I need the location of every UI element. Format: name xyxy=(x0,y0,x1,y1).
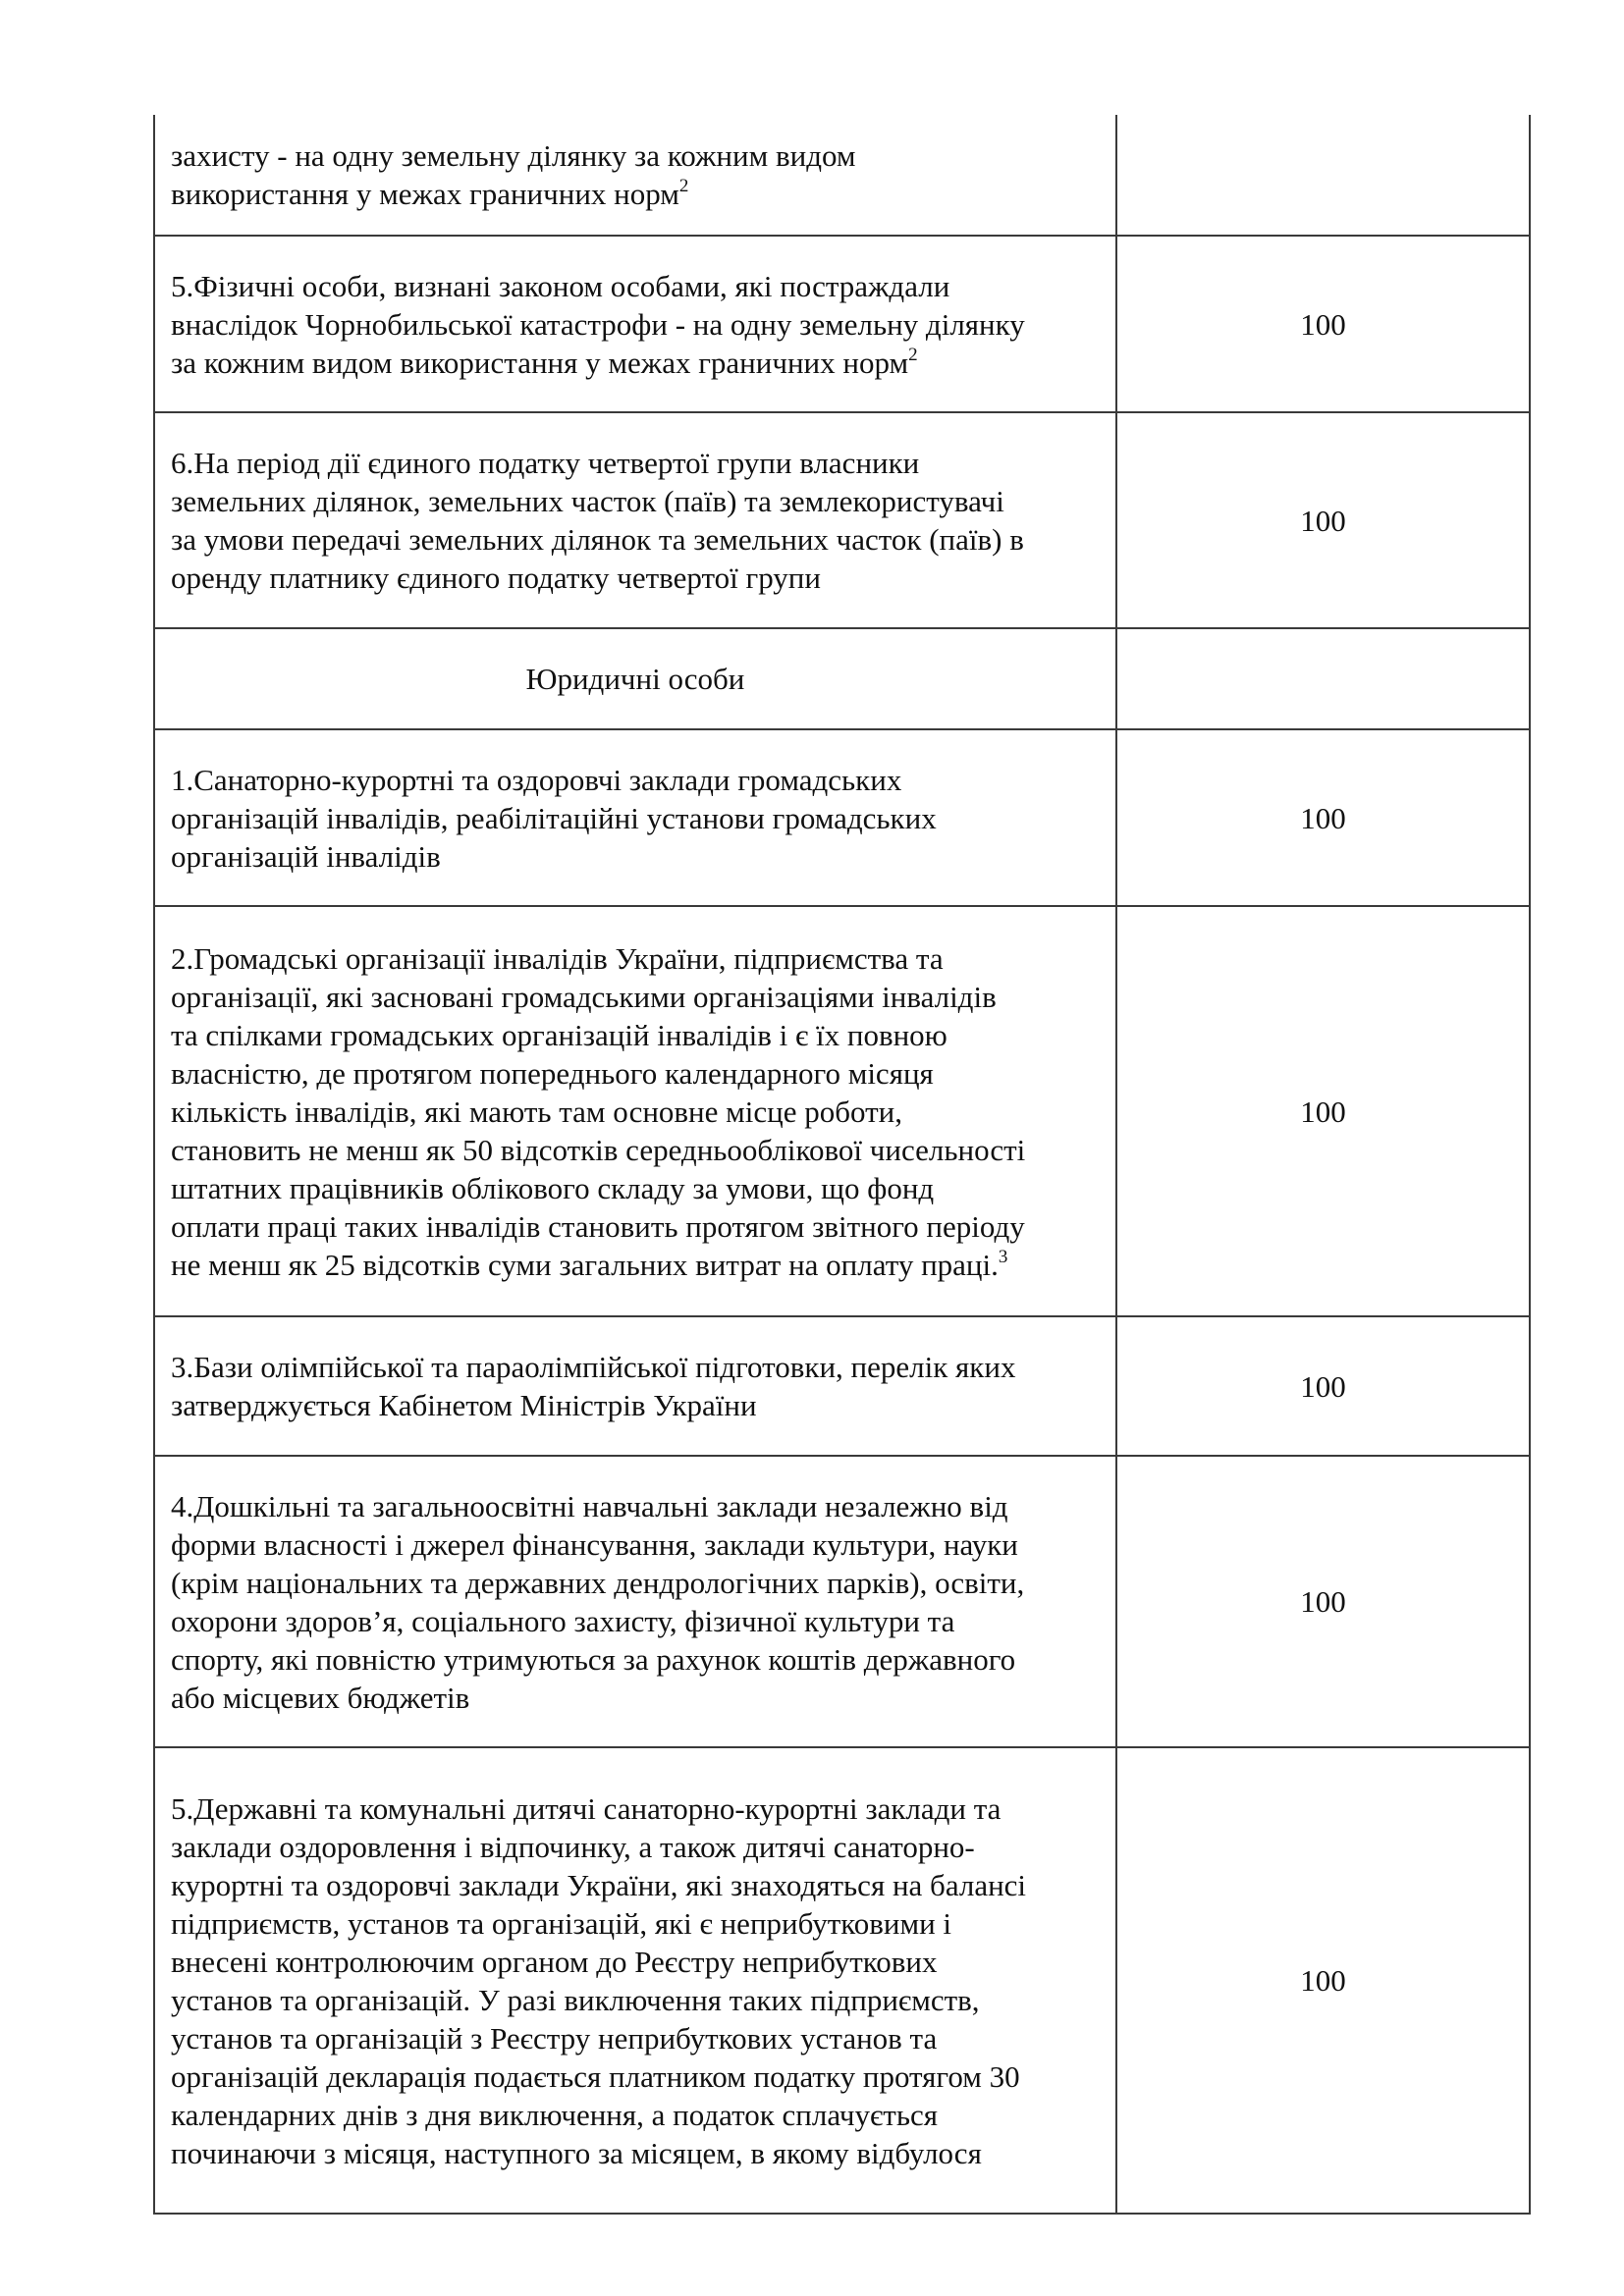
description-line: охорони здоров’я, соціального захисту, фізичної культури та xyxy=(171,1603,955,1638)
description-line xyxy=(171,175,1100,213)
description-line: штатних працівників облікового складу за умови, що фонд xyxy=(171,1170,935,1205)
description-line: установ та організацій з Реєстру неприбуткових установ та xyxy=(171,2020,938,2056)
tax-benefits-table xyxy=(153,115,1531,2215)
benefit-rate-percent: 100 xyxy=(1116,412,1530,628)
table-row xyxy=(154,1456,1530,1747)
benefit-description xyxy=(154,236,1116,412)
description-line: 3.Бази олімпійської та параолімпійської підготовки, перелік яких xyxy=(171,1350,1016,1384)
benefit-description xyxy=(154,1316,1116,1456)
benefit-rate-percent: 100 xyxy=(1116,236,1530,412)
description-line: 2.Громадські організації інвалідів України, підприємства та xyxy=(171,940,944,976)
description-line: спорту, які повністю утримуються за рахунок коштів державного xyxy=(171,1641,1016,1677)
description-line-text: за кожним видом використання у межах граничних норм xyxy=(171,345,909,380)
description-line: організації, які засновані громадськими організаціями інвалідів xyxy=(171,979,997,1014)
benefit-rate-percent xyxy=(1116,115,1530,236)
description-line: кількість інвалідів, які мають там основне місце роботи, xyxy=(171,1094,902,1129)
description-line xyxy=(171,344,1100,382)
benefit-rate-percent: 100 xyxy=(1116,729,1530,906)
description-line: становить не менш як 50 відсотків середньооблікової чисельності xyxy=(171,1132,1026,1167)
description-line: 5.Фізичні особи, визнані законом особами, які постраждали xyxy=(171,268,950,303)
description-line: заклади оздоровлення і відпочинку, а також дитячі санаторно- xyxy=(171,1829,975,1864)
description-line: внесені контролюючим органом до Реєстру неприбуткових xyxy=(171,1944,938,1979)
description-line: організацій інвалідів xyxy=(171,838,441,874)
benefit-rate-percent: 100 xyxy=(1116,1316,1530,1456)
table-row xyxy=(154,729,1530,906)
table-row xyxy=(154,906,1530,1316)
description-line: календарних днів з дня виключення, а податок сплачується xyxy=(171,2097,938,2132)
description-line: власністю, де протягом попереднього календарного місяця xyxy=(171,1055,934,1091)
description-line: 6.На період дії єдиного податку четвертої групи власники xyxy=(171,446,920,480)
description-line: 5.Державні та комунальні дитячі санаторно-курортні заклади та xyxy=(171,1790,1001,1826)
description-line: затверджується Кабінетом Міністрів України xyxy=(171,1388,757,1422)
description-line: організацій інвалідів, реабілітаційні установи громадських xyxy=(171,800,937,835)
benefit-description xyxy=(154,906,1116,1316)
benefit-description xyxy=(154,1456,1116,1747)
description-line: (крім національних та державних дендрологічних парків), освіти, xyxy=(171,1565,1025,1600)
table-body xyxy=(154,115,1530,2214)
description-line: за умови передачі земельних ділянок та земельних часток (паїв) в xyxy=(171,522,1024,557)
benefit-description xyxy=(154,115,1116,236)
description-line: організацій декларація подається платником податку протягом 30 xyxy=(171,2058,1020,2094)
benefit-rate-percent xyxy=(1116,628,1530,729)
footnote-marker: 2 xyxy=(678,176,689,196)
description-line: 1.Санаторно-курортні та оздоровчі заклади громадських xyxy=(171,762,902,797)
benefit-rate-percent: 100 xyxy=(1116,906,1530,1316)
footnote-marker: 3 xyxy=(998,1246,1008,1267)
description-line: земельних ділянок, земельних часток (паїв) та землекористувачі xyxy=(171,484,1004,518)
description-line xyxy=(171,1246,1100,1284)
benefit-rate-percent: 100 xyxy=(1116,1747,1530,2214)
description-line: та спілками громадських організацій інвалідів і є їх повною xyxy=(171,1017,947,1052)
description-line-text: використання у межах граничних норм xyxy=(171,177,679,211)
description-line: Юридичні особи xyxy=(525,662,745,696)
benefit-rate-percent: 100 xyxy=(1116,1456,1530,1747)
description-line: підприємств, установ та організацій, які є неприбутковими і xyxy=(171,1905,952,1941)
description-line: установ та організацій. У разі виключення таких підприємств, xyxy=(171,1982,980,2017)
table-row xyxy=(154,115,1530,236)
description-line: починаючи з місяця, наступного за місяцем, в якому відбулося xyxy=(171,2135,982,2170)
benefit-description xyxy=(154,729,1116,906)
description-line: курортні та оздоровчі заклади України, які знаходяться на балансі xyxy=(171,1867,1027,1902)
benefit-description xyxy=(154,412,1116,628)
table-row xyxy=(154,1747,1530,2214)
section-title xyxy=(154,628,1116,729)
description-line: форми власності і джерел фінансування, заклади культури, науки xyxy=(171,1526,1018,1562)
footnote-marker: 2 xyxy=(908,344,918,365)
description-line: внаслідок Чорнобильської катастрофи - на одну земельну ділянку xyxy=(171,306,1025,342)
section-row xyxy=(154,628,1530,729)
benefit-description xyxy=(154,1747,1116,2214)
table-row xyxy=(154,1316,1530,1456)
description-line: 4.Дошкільні та загальноосвітні навчальні заклади незалежно від xyxy=(171,1488,1008,1523)
description-line: захисту - на одну земельну ділянку за кожним видом xyxy=(171,138,856,173)
description-line: оренду платнику єдиного податку четвертої групи xyxy=(171,561,821,595)
table-row xyxy=(154,412,1530,628)
description-line-text: не менш як 25 відсотків суми загальних витрат на оплату праці. xyxy=(171,1247,999,1282)
table-row xyxy=(154,236,1530,412)
description-line: оплати праці таких інвалідів становить протягом звітного періоду xyxy=(171,1208,1025,1244)
description-line: або місцевих бюджетів xyxy=(171,1680,470,1715)
